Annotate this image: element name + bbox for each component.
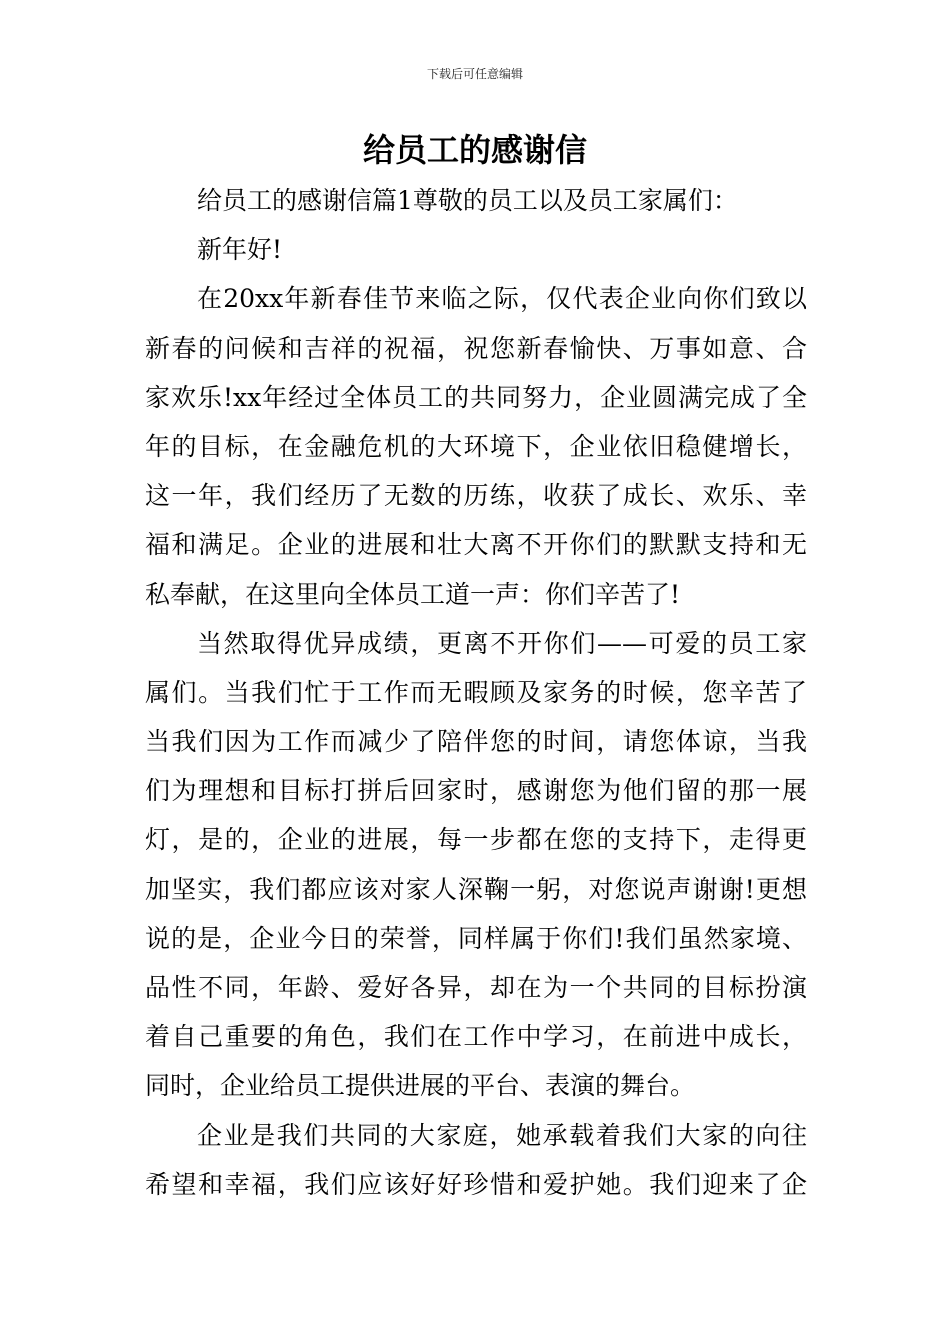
text-line: 当然取得优异成绩，更离不开你们——可爱的员工家 <box>197 628 807 658</box>
text-line: 属们。当我们忙于工作而无暇顾及家务的时候，您辛苦了 <box>145 677 807 707</box>
text-line: 同时，企业给员工提供进展的平台、表演的舞台。 <box>145 1071 696 1101</box>
text-line: 们为理想和目标打拼后回家时，感谢您为他们留的那一展 <box>145 776 807 806</box>
text-line: 希望和幸福，我们应该好好珍惜和爱护她。我们迎来了企 <box>145 1169 807 1199</box>
text-line: 这一年，我们经历了无数的历练，收获了成长、欢乐、幸 <box>145 481 807 511</box>
text-line: 给员工的感谢信篇1尊敬的员工以及员工家属们： <box>197 186 738 215</box>
text-line: 年的目标，在金融危机的大环境下，企业依旧稳健增长， <box>145 431 807 461</box>
text-line: 家欢乐!xx年经过全体员工的共同努力，企业圆满完成了全 <box>145 382 807 412</box>
text-line: 加坚实，我们都应该对家人深鞠一躬，对您说声谢谢!更想 <box>145 874 807 904</box>
text-line: 品性不同，年龄、爱好各异，却在为一个共同的目标扮演 <box>145 973 807 1002</box>
text-line: 在20xx年新春佳节来临之际，仅代表企业向你们致以 <box>197 284 807 314</box>
text-line: 福和满足。企业的进展和壮大离不开你们的默默支持和无 <box>145 530 807 560</box>
text-line: 私奉献，在这里向全体员工道一声：你们辛苦了! <box>145 579 681 609</box>
text-line: 当我们因为工作而减少了陪伴您的时间，请您体谅，当我 <box>145 727 807 757</box>
letter-body <box>145 176 807 1209</box>
header-note: 下载后可任意编辑 <box>426 67 523 81</box>
text-line: 新年好! <box>197 235 283 265</box>
text-line: 着自己重要的角色，我们在工作中学习，在前进中成长， <box>145 1022 807 1052</box>
text-line: 新春的问候和吉祥的祝福，祝您新春愉快、万事如意、合 <box>145 333 807 363</box>
text-line: 企业是我们共同的大家庭，她承载着我们大家的向往 <box>197 1120 807 1150</box>
text-line: 说的是，企业今日的荣誉，同样属于你们!我们虽然家境、 <box>145 923 807 953</box>
document-title: 给员工的感谢信 <box>362 131 587 169</box>
text-line: 灯，是的，企业的进展，每一步都在您的支持下，走得更 <box>145 825 807 855</box>
